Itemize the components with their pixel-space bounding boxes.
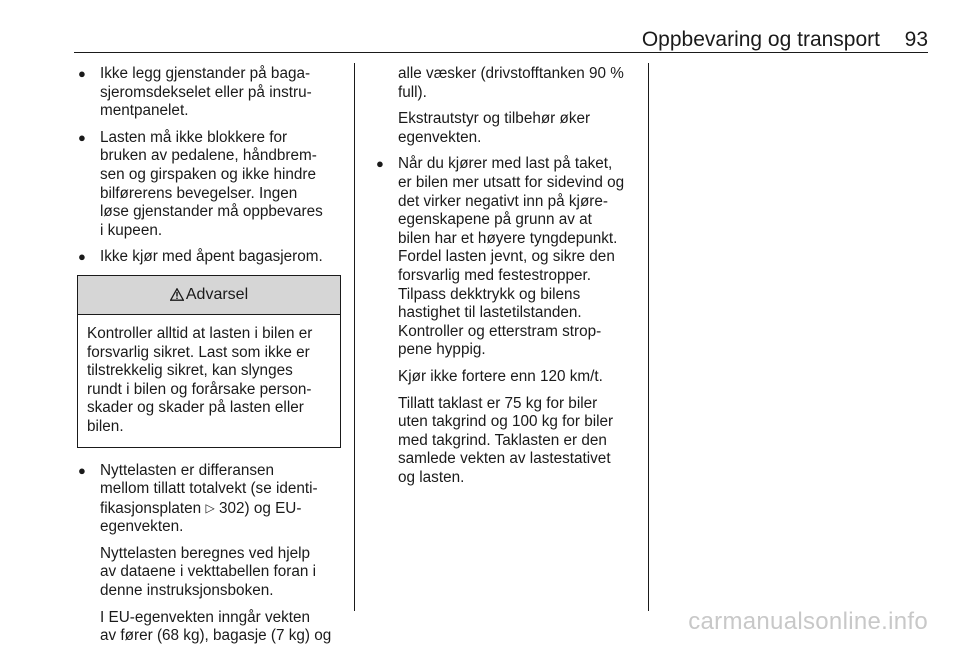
text-line: samlede vekten av lastestativet bbox=[398, 450, 611, 468]
text-line: i kupeen. bbox=[100, 221, 163, 239]
bullet-item bbox=[77, 248, 341, 267]
text-line: full). bbox=[398, 83, 427, 101]
text-line: Kontroller alltid at lasten i bilen er bbox=[87, 324, 313, 342]
text-line: alle væsker (drivstofftanken 90 % bbox=[398, 65, 624, 82]
text-line: egenvekten. bbox=[100, 518, 184, 536]
warning-body bbox=[78, 315, 340, 447]
text-fragment: ) og EU- bbox=[244, 499, 302, 517]
text-line: sjeromsdekselet eller på instru- bbox=[100, 83, 312, 101]
header-divider bbox=[74, 52, 928, 53]
text-line: mentpanelet. bbox=[100, 102, 189, 120]
warning-header bbox=[78, 276, 340, 315]
bullet-dot-icon: ● bbox=[376, 156, 384, 172]
text-line: bilen. bbox=[87, 417, 124, 435]
text-line: Kjør ikke fortere enn 120 km/t. bbox=[398, 367, 603, 385]
bullet-item bbox=[77, 462, 341, 537]
text-line: Nyttelasten beregnes ved hjelp bbox=[100, 544, 311, 562]
watermark: carmanualsonline.info bbox=[688, 608, 928, 635]
text-line bbox=[100, 499, 341, 519]
text-line: Nyttelasten er differansen bbox=[100, 461, 275, 479]
text-line: hastighet til lastetilstanden. bbox=[398, 304, 582, 322]
text-line: denne instruksjonsboken. bbox=[100, 582, 274, 600]
page-reference-link[interactable]: 302 bbox=[218, 499, 245, 517]
paragraph bbox=[375, 65, 637, 102]
text-line: Kontroller og etterstram strop- bbox=[398, 322, 602, 340]
bullet-item bbox=[375, 155, 637, 360]
paragraph bbox=[375, 395, 637, 488]
warning-triangle-icon bbox=[170, 288, 184, 301]
bullet-dot-icon: ● bbox=[78, 249, 86, 265]
text-line: Lasten må ikke blokkere for bbox=[100, 128, 288, 146]
text-line: av dataene i vekttabellen foran i bbox=[100, 563, 317, 581]
text-line: Tillatt taklast er 75 kg for biler bbox=[398, 394, 598, 412]
paragraph bbox=[375, 110, 637, 147]
column-left bbox=[77, 65, 341, 654]
paragraph bbox=[77, 609, 341, 646]
bullet-dot-icon: ● bbox=[78, 462, 86, 478]
bullet-dot-icon: ● bbox=[78, 66, 86, 81]
bullet-item bbox=[77, 65, 341, 121]
bullet-dot-icon: ● bbox=[78, 129, 86, 145]
text-fragment: fikasjonsplaten bbox=[100, 499, 206, 517]
text-line: Ikke kjør med åpent bagasjerom. bbox=[100, 248, 323, 266]
text-line: av fører (68 kg), bagasje (7 kg) og bbox=[100, 627, 332, 645]
column-middle bbox=[375, 65, 637, 495]
warning-box bbox=[77, 275, 341, 448]
text-line: skader og skader på lasten eller bbox=[87, 399, 304, 417]
text-line: rundt i bilen og forårsake person- bbox=[87, 380, 312, 398]
text-line: uten takgrind og 100 kg for biler bbox=[398, 413, 614, 431]
text-line: det virker negativt inn på kjøre- bbox=[398, 192, 608, 210]
warning-title: Advarsel bbox=[185, 285, 249, 303]
text-line: forsvarlig sikret. Last som ikke er bbox=[87, 343, 310, 361]
text-line: Tilpass dekktrykk og bilens bbox=[398, 285, 581, 303]
text-line: er bilen mer utsatt for sidevind og bbox=[398, 173, 625, 191]
text-line: Ikke legg gjenstander på baga- bbox=[100, 65, 311, 82]
paragraph bbox=[375, 368, 637, 387]
text-line: forsvarlig med festestropper. bbox=[398, 266, 591, 284]
text-line: bilen har et høyere tyngdepunkt. bbox=[398, 229, 618, 247]
text-line: sen og girspaken og ikke hindre bbox=[100, 165, 316, 183]
text-line: Ekstrautstyr og tilbehør øker bbox=[398, 110, 591, 128]
page-number: 93 bbox=[904, 28, 928, 51]
paragraph bbox=[77, 545, 341, 601]
text-line: egenvekten. bbox=[398, 128, 482, 146]
page-reference-arrow-icon: ▷ bbox=[205, 500, 215, 515]
text-line: egenskapene på grunn av at bbox=[398, 211, 592, 229]
text-line: Når du kjører med last på taket, bbox=[398, 155, 613, 173]
text-line: med takgrind. Taklasten er den bbox=[398, 431, 607, 449]
text-line: Fordel lasten jevnt, og sikre den bbox=[398, 248, 615, 266]
text-line: I EU-egenvekten inngår vekten bbox=[100, 608, 311, 626]
bullet-item bbox=[77, 129, 341, 241]
text-line: løse gjenstander må oppbevares bbox=[100, 203, 323, 221]
text-line: pene hyppig. bbox=[398, 341, 486, 359]
text-line: bruken av pedalene, håndbrem- bbox=[100, 147, 317, 165]
text-line: mellom tillatt totalvekt (se identi- bbox=[100, 480, 318, 498]
text-line: bilførerens bevegelser. Ingen bbox=[100, 184, 298, 202]
text-line: tilstrekkelig sikret, kan slynges bbox=[87, 362, 293, 380]
section-title: Oppbevaring og transport bbox=[641, 28, 880, 51]
text-line: og lasten. bbox=[398, 468, 465, 486]
column-divider-right bbox=[648, 63, 649, 611]
column-divider-left bbox=[354, 63, 355, 611]
page-header bbox=[0, 28, 960, 52]
